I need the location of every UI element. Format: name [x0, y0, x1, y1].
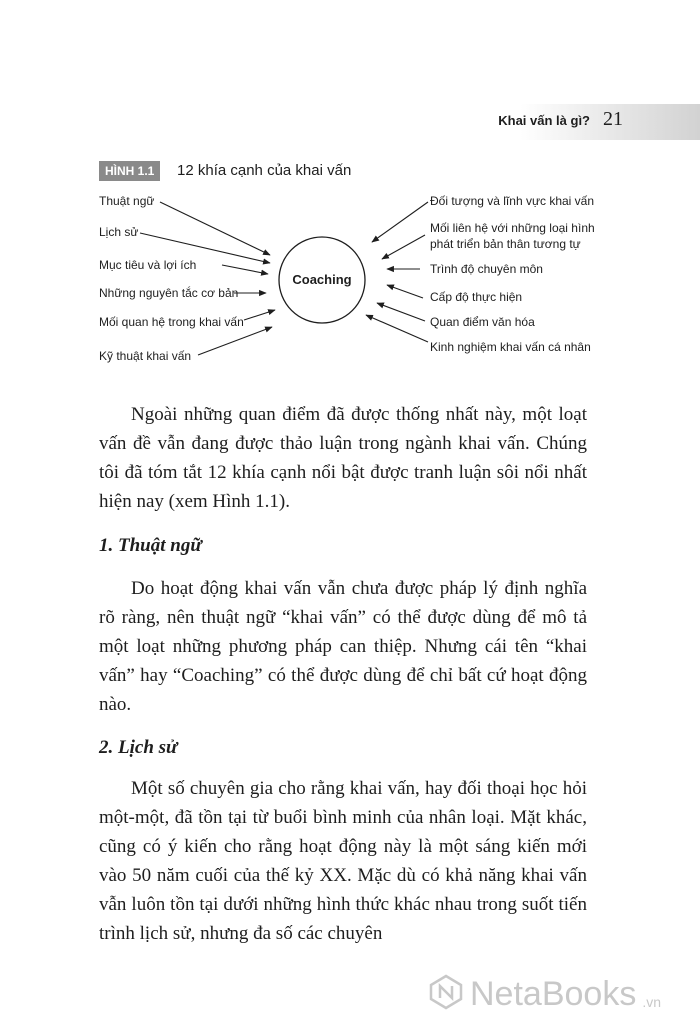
left-item-thuat-ngu: Thuật ngữ — [99, 194, 155, 208]
netabooks-logo-icon — [428, 974, 464, 1014]
running-title: Khai vấn là gì? — [498, 113, 590, 128]
section-lich-su-paragraph: Một số chuyên gia cho rằng khai vấn, hay đối thoại học hỏi một-một, đã tồn tại từ buổi bình minh của nhân loại. Mặt khác, cũng có ý kiến cho rằng hoạt động này là một sáng kiến mới vào 50 năm cuối của thế kỷ XX. Mặc dù có khả năng khai vấn vẫn luôn tồn tại dưới những hình thức khác nhau trong suốt tiến trình lịch sử, nhưng đa số các chuyên — [99, 778, 587, 944]
page-number: 21 — [603, 108, 623, 130]
netabooks-watermark — [428, 972, 661, 1016]
coaching-label: Coaching — [292, 272, 352, 287]
section-heading-lich-su: 2. Lịch sử — [99, 737, 178, 758]
figure-tag: HÌNH 1.1 — [99, 161, 160, 181]
section-thuat-ngu-paragraph: Do hoạt động khai vấn vẫn chưa được pháp lý định nghĩa rõ ràng, nên thuật ngữ “khai vấn” có thể được dùng để mô tả một loạt những phương pháp can thiệp. Nhưng cái tên “khai vấn” hay “Coaching” có thể được dùng để chỉ bất cứ hoạt động nào. — [99, 578, 587, 715]
right-item-quan-diem: Quan điểm văn hóa — [430, 315, 535, 329]
arrow-muc-tieu — [222, 265, 268, 274]
watermark-suffix: .vn — [642, 994, 662, 1010]
arrow-moi-lien-he — [382, 235, 425, 259]
section-heading-thuat-ngu: 1. Thuật ngữ — [99, 535, 202, 556]
right-item-cap-do: Cấp độ thực hiện — [430, 290, 523, 304]
left-item-moi-quan-he: Mối quan hệ trong khai vấn — [99, 315, 244, 329]
arrow-cap-do — [387, 285, 423, 298]
right-item-kinh-nghiem: Kinh nghiệm khai vấn cá nhân — [430, 340, 591, 354]
arrow-ky-thuat — [198, 327, 272, 355]
left-item-nguyen-tac: Những nguyên tắc cơ bản — [99, 286, 239, 300]
left-item-lich-su: Lịch sử — [99, 225, 139, 239]
right-item-doi-tuong: Đối tượng và lĩnh vực khai vấn — [430, 194, 595, 208]
watermark-brand: NetaBooks — [470, 975, 637, 1013]
right-item-moi-lien-he-line2: phát triển bản thân tương tự — [430, 237, 581, 251]
arrow-thuat-ngu — [160, 202, 270, 255]
intro-paragraph: Ngoài những quan điểm đã được thống nhất này, một loạt vấn đề vẫn đang được thảo luận trong ngành khai vấn. Chúng tôi đã tóm tắt 12 khía cạnh nổi bật được tranh luận sôi nổi nhất hiện nay (xem Hình 1.1). — [99, 404, 587, 512]
left-item-muc-tieu: Mục tiêu và lợi ích — [99, 258, 197, 272]
figure-title: 12 khía cạnh của khai vấn — [177, 162, 352, 179]
arrow-doi-tuong — [372, 202, 428, 242]
arrow-quan-diem — [377, 303, 425, 321]
right-item-moi-lien-he-line1: Mối liên hệ với những loại hình — [430, 221, 595, 235]
left-item-ky-thuat: Kỹ thuật khai vấn — [99, 349, 192, 363]
arrow-moi-quan-he — [244, 310, 275, 320]
right-item-trinh-do: Trình độ chuyên môn — [430, 262, 543, 276]
